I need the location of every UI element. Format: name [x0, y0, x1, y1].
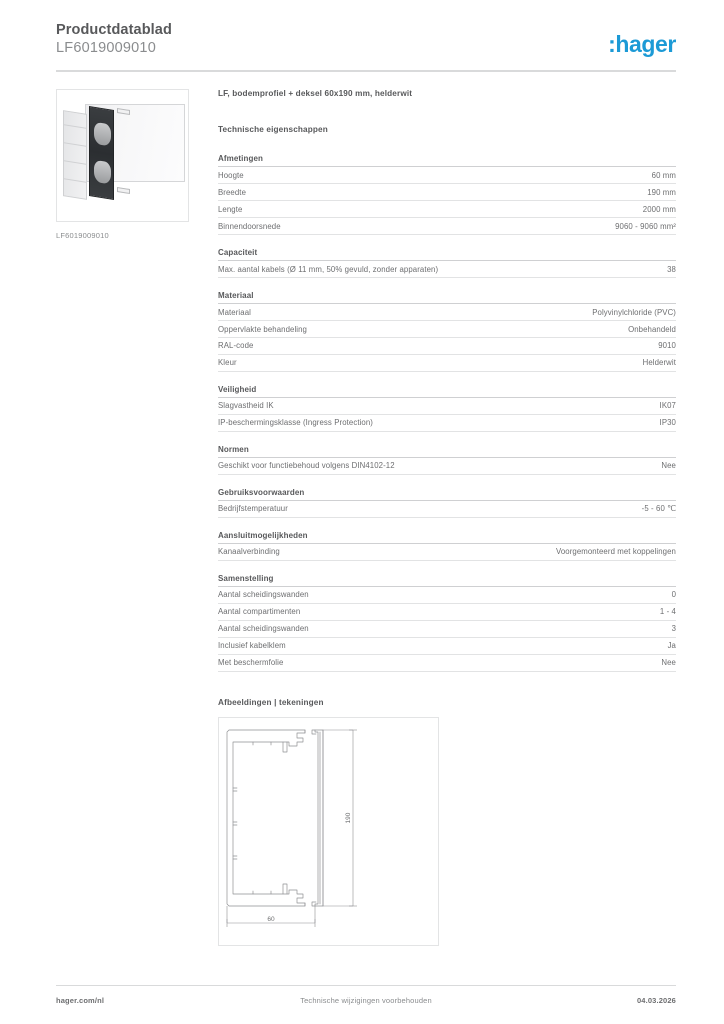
spec-group	[218, 385, 676, 432]
spec-value: Nee	[661, 461, 676, 471]
spec-group-title: Capaciteit	[218, 248, 676, 261]
table-row	[218, 501, 676, 517]
trunking-clip-bottom	[117, 187, 130, 194]
dimension-width-label: 60	[267, 915, 275, 923]
spec-group	[218, 488, 676, 518]
spec-value: 2000 mm	[642, 204, 676, 214]
spec-key: Slagvastheid IK	[218, 401, 274, 411]
footer-date: 04.03.2026	[636, 996, 676, 1005]
product-image	[56, 89, 189, 222]
footer-disclaimer: Technische wijzigingen voorbehouden	[300, 996, 432, 1005]
spec-value: 190 mm	[647, 187, 676, 197]
spec-table	[218, 304, 676, 372]
spec-value: IP30	[659, 418, 676, 428]
spec-value: Nee	[661, 658, 676, 668]
product-figure	[56, 89, 189, 240]
spec-key: Kleur	[218, 358, 237, 368]
footer-divider	[56, 985, 676, 986]
header-divider	[56, 70, 676, 72]
product-image-caption: LF6019009010	[56, 231, 109, 240]
trunking-interior	[89, 106, 114, 200]
spec-key: Aantal compartimenten	[218, 607, 301, 617]
spec-group	[218, 445, 676, 475]
spec-group-title: Veiligheid	[218, 385, 676, 398]
spec-key: Kanaalverbinding	[218, 547, 280, 557]
spec-key: Hoogte	[218, 170, 244, 180]
technical-drawing-svg	[219, 718, 438, 945]
spec-key: Geschikt voor functiebehoud volgens DIN4102-12	[218, 461, 395, 471]
spec-value: 9060 - 9060 mm²	[615, 221, 676, 231]
page-header	[56, 22, 676, 70]
table-row	[218, 620, 676, 637]
spec-table	[218, 261, 676, 278]
spec-value: Onbehandeld	[628, 324, 676, 334]
spec-value: 60 mm	[651, 170, 676, 180]
spec-key: Inclusief kabelklem	[218, 641, 286, 651]
spec-key: Bedrijfstemperatuur	[218, 504, 288, 514]
table-row	[218, 414, 676, 431]
spec-key: Breedte	[218, 187, 247, 197]
table-row	[218, 654, 676, 671]
table-row	[218, 398, 676, 414]
technical-drawing-box	[218, 717, 439, 946]
trunking-illustration	[63, 104, 185, 204]
spec-group-title: Materiaal	[218, 291, 676, 304]
spec-key: IP-beschermingsklasse (Ingress Protection)	[218, 418, 373, 428]
spec-value: -5 - 60 ℃	[641, 504, 676, 514]
spec-value: IK07	[659, 401, 676, 411]
spec-group	[218, 154, 676, 235]
spec-key: RAL-code	[218, 341, 254, 351]
table-row	[218, 544, 676, 560]
spec-key: Materiaal	[218, 307, 251, 317]
spec-value: 38	[667, 264, 676, 274]
spec-key: Aantal scheidingswanden	[218, 590, 309, 600]
product-reference: LF6019009010	[56, 40, 156, 56]
specifications-container	[218, 154, 676, 672]
table-row	[218, 587, 676, 603]
drawings-heading: Afbeeldingen | tekeningen	[218, 697, 324, 707]
spec-group-title: Afmetingen	[218, 154, 676, 167]
spec-value: Ja	[667, 641, 676, 651]
table-row	[218, 200, 676, 217]
spec-group	[218, 291, 676, 372]
technical-properties-heading: Technische eigenschappen	[218, 125, 328, 134]
table-row	[218, 304, 676, 320]
spec-table	[218, 587, 676, 672]
main-content	[218, 89, 676, 946]
spec-key: Binnendoorsnede	[218, 221, 281, 231]
spec-key: Oppervlakte behandeling	[218, 324, 307, 334]
spec-value: Helderwit	[642, 358, 676, 368]
spec-value: Voorgemonteerd met koppelingen	[555, 547, 676, 557]
table-row	[218, 337, 676, 354]
table-row	[218, 167, 676, 183]
spec-table	[218, 458, 676, 475]
table-row	[218, 183, 676, 200]
spec-table	[218, 544, 676, 561]
spec-group-title: Normen	[218, 445, 676, 458]
spec-table	[218, 501, 676, 518]
spec-value: 1 - 4	[659, 607, 676, 617]
table-row	[218, 458, 676, 474]
product-name: LF, bodemprofiel + deksel 60x190 mm, helderwit	[218, 89, 413, 98]
table-row	[218, 320, 676, 337]
spec-value: 3	[671, 624, 676, 634]
table-row	[218, 603, 676, 620]
spec-key: Met beschermfolie	[218, 658, 284, 668]
footer-website[interactable]: hager.com/nl	[56, 996, 105, 1005]
spec-table	[218, 167, 676, 235]
spec-key: Max. aantal kabels (Ø 11 mm, 50% gevuld, zonder apparaten)	[218, 264, 439, 274]
table-row	[218, 217, 676, 234]
spec-group-title: Gebruiksvoorwaarden	[218, 488, 676, 501]
table-row	[218, 354, 676, 371]
spec-value: Polyvinylchloride (PVC)	[592, 307, 676, 317]
table-row	[218, 261, 676, 277]
spec-group	[218, 574, 676, 672]
spec-value: 9010	[658, 341, 676, 351]
spec-group-title: Samenstelling	[218, 574, 676, 587]
page-footer	[56, 996, 676, 1010]
spec-group	[218, 248, 676, 278]
spec-table	[218, 398, 676, 432]
hager-logo: :hager	[608, 31, 676, 57]
trunking-ribs	[63, 110, 87, 200]
table-row	[218, 637, 676, 654]
spec-group	[218, 531, 676, 561]
spec-group-title: Aansluitmogelijkheden	[218, 531, 676, 544]
spec-key: Aantal scheidingswanden	[218, 624, 309, 634]
page-title: Productdatablad	[56, 22, 172, 38]
spec-key: Lengte	[218, 204, 243, 214]
spec-value: 0	[671, 590, 676, 600]
dimension-height-label: 190	[345, 812, 352, 824]
